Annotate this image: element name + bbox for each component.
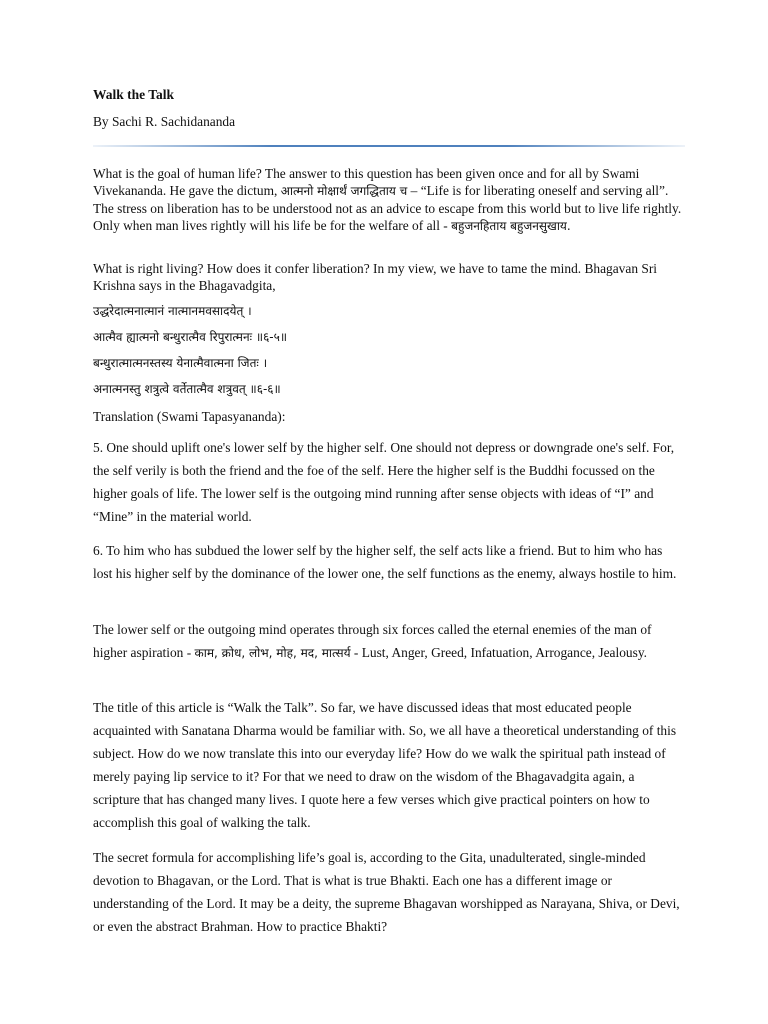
document-title: Walk the Talk <box>93 87 175 102</box>
paragraph-walk-the-talk: The title of this article is “Walk the Talk”. So far, we have discussed ideas that most educated people acquainted with Sanatana Dharma would be familiar with. So, we all have a theoretical understanding of this subject. How do we now translate this into our everyday life? How do we walk the spiritual path instead of merely paying lip service to it? For that we need to draw on the wisdom of the Bhagavadgita again, a scripture that has changed many lives. I quote here a few verses which give practical pointers on how to accomplish this goal of walking the talk. <box>93 700 677 830</box>
paragraph-text: - Lust, Anger, Greed, Infatuation, Arrogance, Jealousy. <box>350 645 647 660</box>
paragraph-text: – “Life is for liberating oneself and serving all”. The stress on liberation has to be understood not as an advice to escape from this world but to live life rightly. Only when man lives rightly will his life be for the welfare of all - <box>93 183 682 233</box>
paragraph-verse-6: 6. To him who has subdued the lower self by the higher self, the self acts like a friend. But to him who has lost his higher self by the dominance of the lower one, the self functions as the enemy, always hostile to him. <box>93 543 677 581</box>
paragraph-secret-formula: The secret formula for accomplishing life’s goal is, according to the Gita, unadulterated, single-minded devotion to Bhagavan, or the Lord. That is what is true Bhakti. Each one has a different image or understanding of the Lord. It may be a deity, the supreme Bhagavan worshipped as Narayana, Shiva, or Devi, or even the abstract Brahman. How to practice Bhakti? <box>93 850 680 934</box>
verse-line: आत्मैव ह्यात्मनो बन्धुरात्मैव रिपुरात्मनः ॥६-५॥ <box>93 330 288 344</box>
sanskrit-enemies: काम, क्रोध, लोभ, मोह, मद, मात्सर्य <box>194 646 351 660</box>
sanskrit-dictum: आत्मनो मोक्षार्थं जगद्धिताय च <box>280 184 408 198</box>
paragraph-verse-5: 5. One should uplift one's lower self by the higher self. One should not depress or downgrade one's self. For, the self verily is both the friend and the foe of the self. Here the higher self is the Buddhi focussed on the higher goals of life. The lower self is the outgoing mind running after sense objects with ideas of “I” and “Mine” in the material world. <box>93 440 675 524</box>
paragraph-goal-of-life <box>93 165 683 235</box>
paragraph-text: The lower self or the outgoing mind operates through six forces called the eternal enemies of the man of higher aspiration - <box>93 622 652 660</box>
paragraph-text: What is the goal of human life? The answer to this question has been given once and for all by Swami Vivekananda. He gave the dictum, <box>93 166 640 198</box>
verse-line: अनात्मनस्तु शत्रुत्वे वर्तेतात्मैव शत्रुवत् ॥६-६॥ <box>93 382 281 396</box>
paragraph-six-enemies <box>93 618 683 665</box>
author-byline: By Sachi R. Sachidananda <box>93 114 236 129</box>
title-divider <box>93 145 685 147</box>
sanskrit-phrase: बहुजनहिताय बहुजनसुखाय. <box>451 219 571 233</box>
verse-line: उद्धरेदात्मनात्मानं नात्मानमवसादयेत् । <box>93 304 252 318</box>
paragraph-right-living: What is right living? How does it confer liberation? In my view, we have to tame the mind. Bhagavan Sri Krishna says in the Bhagavadgita, <box>93 261 657 293</box>
translation-label: Translation (Swami Tapasyananda): <box>93 409 286 424</box>
verse-line: बन्धुरात्मात्मनस्तस्य येनात्मैवात्मना जितः । <box>93 356 268 370</box>
